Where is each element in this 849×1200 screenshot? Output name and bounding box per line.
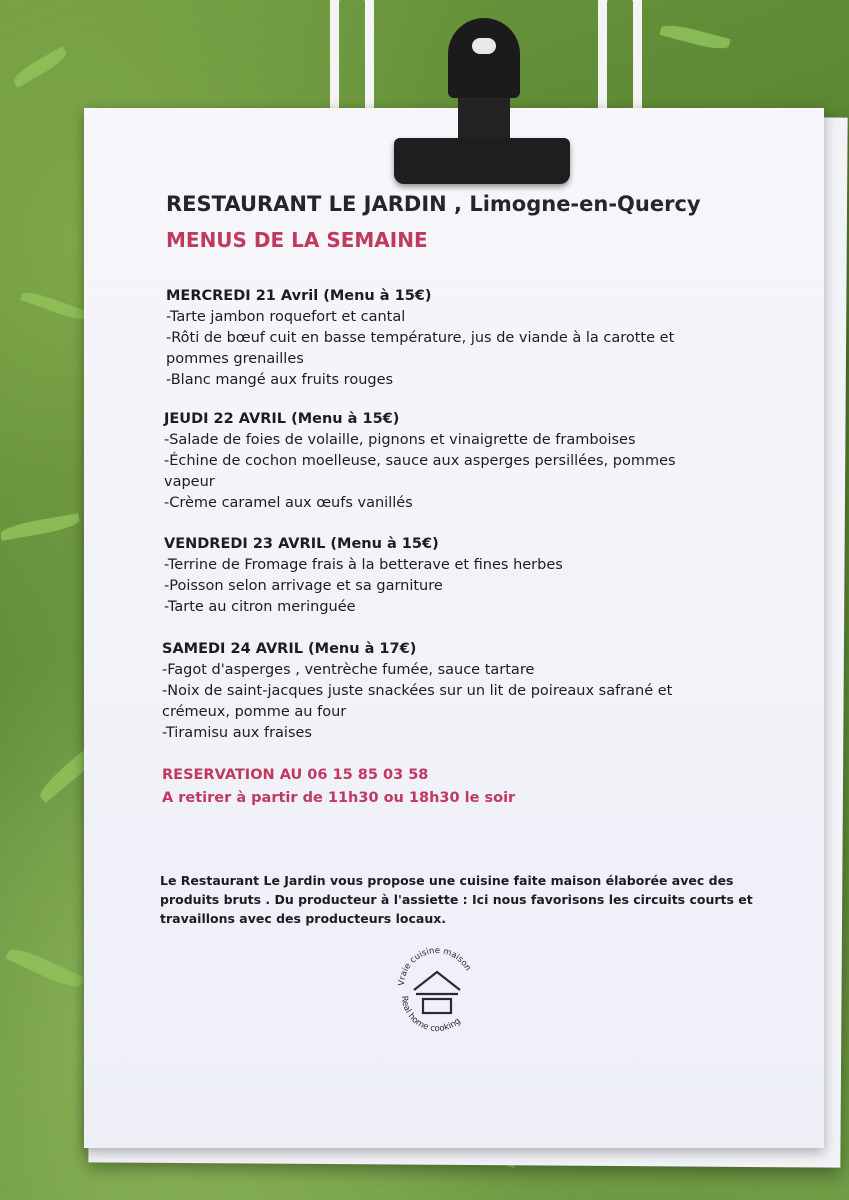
day-heading: SAMEDI 24 AVRIL (Menu à 17€) bbox=[162, 641, 417, 657]
logo-top-text: Vraie cuisine maison bbox=[396, 946, 473, 987]
dish-line: -Tiramisu aux fraises bbox=[162, 725, 312, 741]
restaurant-title: RESTAURANT LE JARDIN , Limogne-en-Quercy bbox=[166, 192, 701, 216]
dish-line: -Tarte au citron meringuée bbox=[164, 599, 356, 615]
dish-line: -Tarte jambon roquefort et cantal bbox=[166, 309, 406, 325]
svg-text:Real home cooking bbox=[399, 995, 463, 1034]
reservation-phone: RESERVATION AU 06 15 85 03 58 bbox=[162, 767, 429, 783]
dish-line: -Salade de foies de volaille, pignons et vinaigrette de framboises bbox=[164, 432, 636, 448]
svg-text:Vraie cuisine maison bbox=[397, 946, 473, 986]
dish-line: pommes grenailles bbox=[166, 351, 304, 367]
dish-line: crémeux, pomme au four bbox=[162, 704, 347, 720]
dish-line: -Rôti de bœuf cuit en basse température, jus de viande à la carotte et bbox=[166, 330, 675, 346]
house-icon bbox=[414, 972, 460, 1013]
day-heading: VENDREDI 23 AVRIL (Menu à 15€) bbox=[164, 536, 439, 552]
dish-line: -Échine de cochon moelleuse, sauce aux asperges persillées, pommes bbox=[164, 453, 676, 469]
menu-subtitle: MENUS DE LA SEMAINE bbox=[166, 228, 428, 252]
home-cooking-logo bbox=[392, 946, 482, 1036]
dish-line: vapeur bbox=[164, 474, 215, 490]
day-heading: MERCREDI 21 Avril (Menu à 15€) bbox=[166, 288, 432, 304]
dish-line: -Noix de saint-jacques juste snackées sur un lit de poireaux safrané et bbox=[162, 683, 673, 699]
pickup-times: A retirer à partir de 11h30 ou 18h30 le soir bbox=[162, 790, 516, 806]
note-line: produits bruts . Du producteur à l'assiette : Ici nous favorisons les circuits courts et bbox=[160, 892, 753, 907]
dish-line: -Blanc mangé aux fruits rouges bbox=[166, 372, 394, 388]
dish-line: -Fagot d'asperges , ventrèche fumée, sauce tartare bbox=[162, 662, 535, 678]
dish-line: -Crème caramel aux œufs vanillés bbox=[164, 495, 413, 511]
menu-content bbox=[84, 108, 824, 1148]
dish-line: -Poisson selon arrivage et sa garniture bbox=[164, 578, 443, 594]
note-line: travaillons avec des producteurs locaux. bbox=[160, 911, 447, 926]
logo-bottom-text: Real home cooking bbox=[398, 995, 463, 1035]
note-line: Le Restaurant Le Jardin vous propose une cuisine faite maison élaborée avec des bbox=[160, 873, 734, 888]
day-heading: JEUDI 22 AVRIL (Menu à 15€) bbox=[164, 411, 400, 427]
dish-line: -Terrine de Fromage frais à la betterave et fines herbes bbox=[164, 557, 563, 573]
